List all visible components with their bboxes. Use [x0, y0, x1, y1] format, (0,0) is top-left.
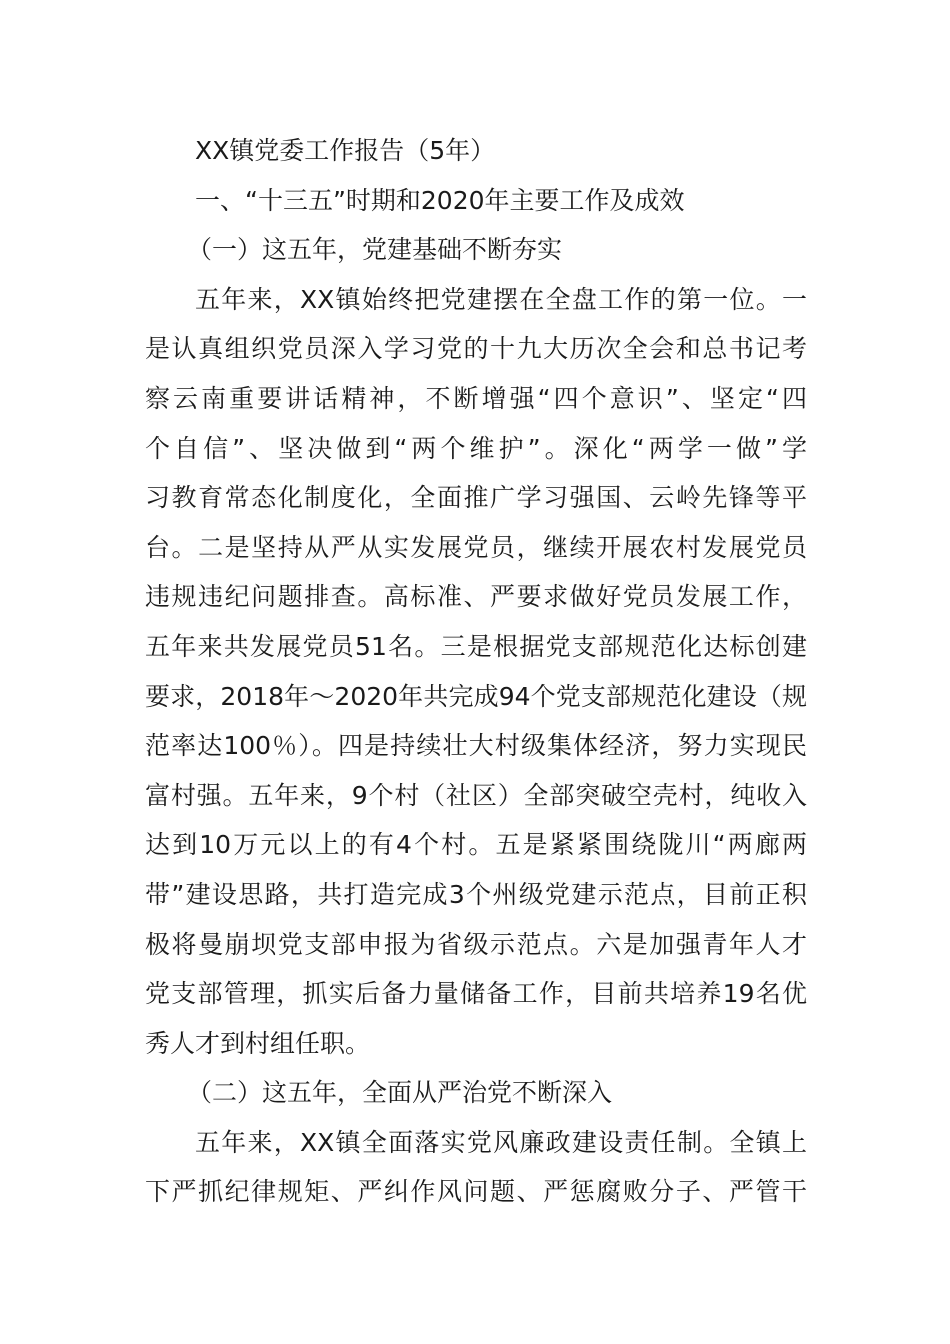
paragraph-line: 极将曼崩坝党支部申报为省级示范点。六是加强青年人才 — [145, 929, 807, 959]
paragraph-line: 五年来共发展党员51名。三是根据党支部规范化达标创建 — [145, 631, 807, 661]
section-heading-1: 一、“十三五”时期和2020年主要工作及成效 — [195, 185, 685, 215]
paragraph-line: 秀人才到村组任职。 — [145, 1028, 371, 1058]
document-body — [145, 126, 807, 1217]
paragraph-line: 党支部管理，抓实后备力量储备工作，目前共培养19名优 — [145, 979, 807, 1009]
paragraph-line: 范率达100％）。四是持续壮大村级集体经济，努力实现民 — [145, 731, 807, 761]
paragraph-line: 违规违纪问题排查。高标准、严要求做好党员发展工作， — [145, 582, 807, 612]
paragraph-line: 要求，2018年～2020年共完成94个党支部规范化建设（规 — [145, 681, 807, 711]
paragraph-line: 达到10万元以上的有4个村。五是紧紧围绕陇川“两廊两 — [145, 830, 807, 860]
paragraph-line: 察云南重要讲话精神，不断增强“四个意识”、坚定“四 — [145, 383, 807, 413]
paragraph-line: 台。二是坚持从严从实发展党员，继续开展农村发展党员 — [145, 532, 807, 562]
paragraph-line: 五年来，XX镇全面落实党风廉政建设责任制。全镇上 — [195, 1127, 807, 1157]
subsection-heading-1: （一）这五年，党建基础不断夯实 — [187, 235, 563, 265]
paragraph-line: 习教育常态化制度化，全面推广学习强国、云岭先锋等平 — [145, 483, 807, 513]
subsection-heading-2: （二）这五年，全面从严治党不断深入 — [187, 1078, 613, 1108]
paragraph-2 — [145, 1118, 807, 1217]
document-title: XX镇党委工作报告（5年） — [195, 136, 496, 165]
paragraph-1 — [145, 275, 807, 1069]
paragraph-line: 个自信”、坚决做到“两个维护”。深化“两学一做”学 — [145, 433, 807, 463]
paragraph-line: 富村强。五年来，9个村（社区）全部突破空壳村，纯收入 — [145, 780, 807, 810]
paragraph-line: 下严抓纪律规矩、严纠作风问题、严惩腐败分子、严管干 — [145, 1177, 807, 1207]
paragraph-line: 带”建设思路，共打造完成3个州级党建示范点，目前正积 — [145, 879, 807, 909]
paragraph-line: 五年来，XX镇始终把党建摆在全盘工作的第一位。一 — [195, 284, 807, 314]
paragraph-line: 是认真组织党员深入学习党的十九大历次全会和总书记考 — [145, 334, 807, 364]
